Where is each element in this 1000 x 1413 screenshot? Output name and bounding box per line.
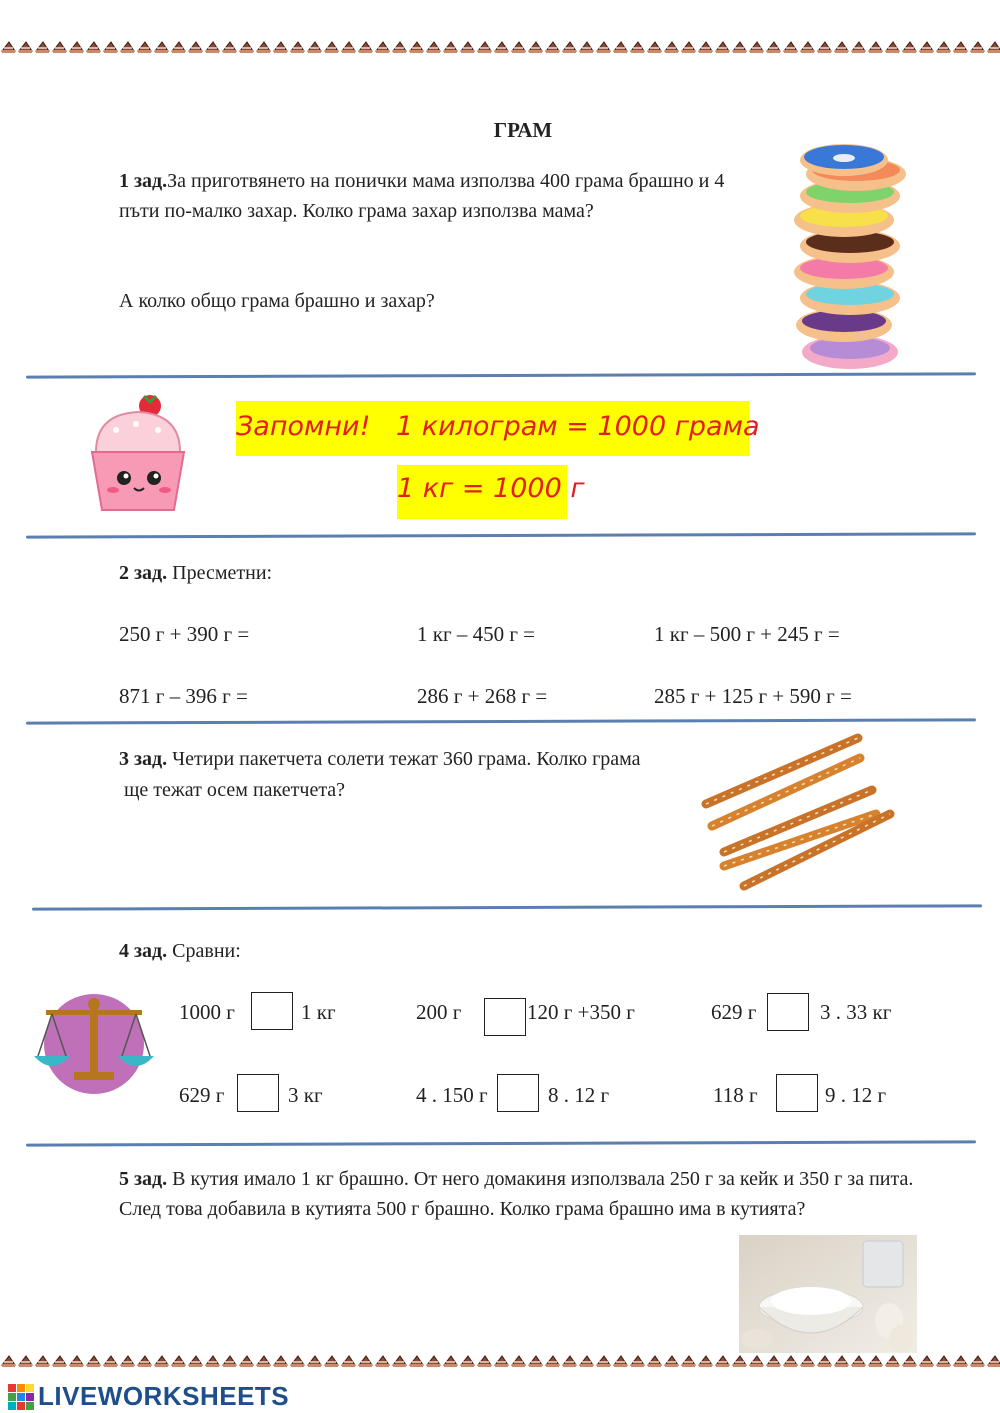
task1-text xyxy=(119,166,739,226)
compare-answer-box[interactable] xyxy=(484,998,526,1036)
cupcake-image xyxy=(86,392,190,516)
task5-text xyxy=(119,1164,919,1224)
compare-right: 3 . 33 кг xyxy=(820,1000,892,1024)
compare-left: 629 г xyxy=(711,1000,757,1024)
task3-text: Четири пакетчета солети тежат 360 грама. Колко грама xyxy=(172,748,641,770)
divider xyxy=(26,718,976,724)
exercise: 250 г + 390 г = xyxy=(119,622,250,646)
flour-bowl-photo xyxy=(739,1235,917,1353)
memo-label: Запомни! xyxy=(236,411,371,442)
compare-answer-box[interactable] xyxy=(776,1074,818,1112)
divider xyxy=(26,532,976,538)
task5-question: В кутия имало 1 кг брашно. От него домакиня използвала 250 г за кейк и 350 г за пита. След това добавила в кутията 500 г брашно. Колко грама брашно има в кутията? xyxy=(119,1168,914,1220)
compare-answer-box[interactable] xyxy=(251,992,293,1030)
compare-right: 3 кг xyxy=(288,1083,323,1107)
task2-instruction: Пресметни: xyxy=(172,562,273,584)
task1-label: 1 зад. xyxy=(119,170,168,192)
compare-left: 629 г xyxy=(179,1083,225,1107)
task4-label: 4 зад. xyxy=(119,940,168,962)
donut-stack-image xyxy=(786,140,916,375)
divider xyxy=(26,1140,976,1146)
task4-instruction: Сравни: xyxy=(172,940,241,962)
compare-right: 8 . 12 г xyxy=(548,1083,610,1107)
task5-label: 5 зад. xyxy=(119,1168,168,1190)
compare-right: 1 кг xyxy=(301,1000,336,1024)
task2-label: 2 зад. xyxy=(119,562,168,584)
page-title: ГРАМ xyxy=(493,118,553,142)
cake-border-bottom xyxy=(0,1352,1000,1370)
cake-border-top xyxy=(0,38,1000,56)
task1-question2: А колко общо грама брашно и захар? xyxy=(119,290,435,312)
pretzel-sticks-image xyxy=(700,728,900,898)
exercise: 1 кг – 450 г = xyxy=(417,622,536,646)
compare-left: 1000 г xyxy=(179,1000,235,1024)
exercise: 286 г + 268 г = xyxy=(417,684,548,708)
compare-right: 120 г +350 г xyxy=(527,1000,635,1024)
exercise: 285 г + 125 г + 590 г = xyxy=(654,684,852,708)
compare-right: 9 . 12 г xyxy=(825,1083,887,1107)
task1-question: За приготвянето на понички мама използва 400 грама брашно и 4 пъти по-малко захар. Колко грама захар използва мама? xyxy=(119,170,725,222)
compare-left: 4 . 150 г xyxy=(416,1083,488,1107)
memo-line2: 1 кг = 1000 г xyxy=(397,473,585,504)
compare-left: 200 г xyxy=(416,1000,462,1024)
task3-label: 3 зад. xyxy=(119,748,168,770)
task3-line2: ще тежат осем пакетчета? xyxy=(124,779,346,801)
scales-image xyxy=(32,990,162,1098)
task3-line1 xyxy=(119,744,641,774)
divider xyxy=(32,904,982,910)
compare-answer-box[interactable] xyxy=(237,1074,279,1112)
task4-heading xyxy=(119,936,241,966)
compare-answer-box[interactable] xyxy=(767,993,809,1031)
exercise: 871 г – 396 г = xyxy=(119,684,248,708)
exercise: 1 кг – 500 г + 245 г = xyxy=(654,622,840,646)
brand-logo-text[interactable]: LIVEWORKSHEETS xyxy=(38,1381,290,1411)
memo-line1: 1 килограм = 1000 грама xyxy=(396,411,760,442)
compare-answer-box[interactable] xyxy=(497,1074,539,1112)
task2-heading xyxy=(119,558,272,588)
logo-icon xyxy=(8,1384,34,1410)
divider xyxy=(26,372,976,378)
compare-left: 118 г xyxy=(713,1083,758,1107)
